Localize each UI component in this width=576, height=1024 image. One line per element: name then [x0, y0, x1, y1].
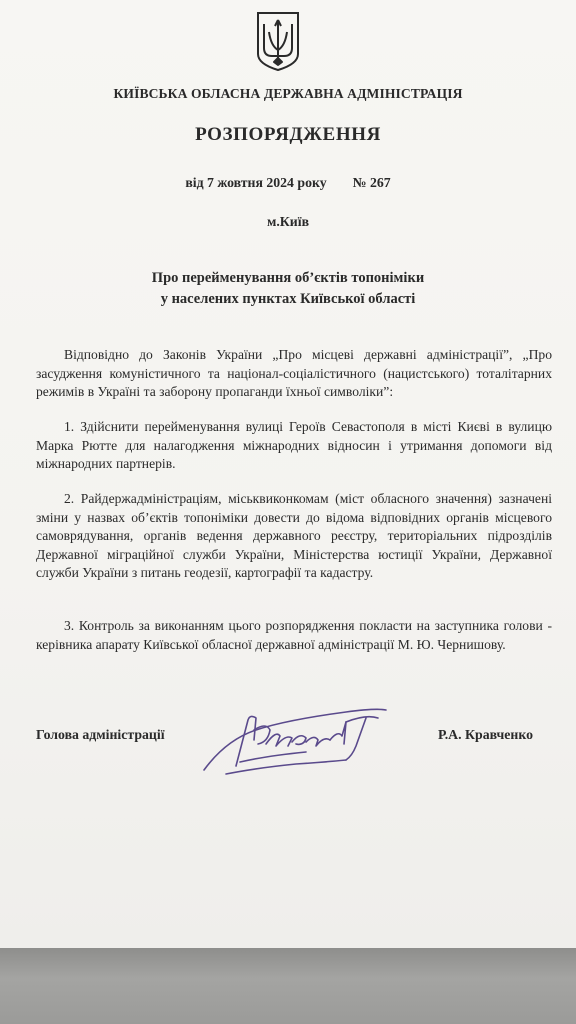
intro-paragraph: Відповідно до Законів України „Про місцеві державні адміністрації”, „Про засудження комуністичного та націонал-соціалістичного (нацистського) тоталітарних режимів в Україні та заборону пропаганди їхньої символіки”: — [36, 347, 552, 400]
subject-line-2: у населених пунктах Київської області — [160, 291, 416, 307]
item-1-paragraph: 1. Здійснити перейменування вулиці Героїв Севастополя в місті Києві в вулицю Марка Рютте для налагодження міжнародних відносин і утримання допомоги від міжнародних партнерів. — [36, 419, 552, 472]
subject-line-1: Про перейменування об’єктів топоніміки — [151, 270, 425, 286]
document-subject — [0, 268, 576, 310]
date-line — [0, 175, 576, 191]
signatory-position: Голова адміністрації — [36, 727, 165, 742]
document-city: м.Київ — [266, 214, 310, 229]
item-3-paragraph: 3. Контроль за виконанням цього розпорядження покласти на заступника голови - керівника апарату Київської обласної державної адміністрації М. Ю. Чернишову. — [36, 618, 552, 652]
document-type: РОЗПОРЯДЖЕННЯ — [195, 124, 381, 145]
background-surface — [0, 948, 576, 1024]
handwritten-signature — [196, 700, 396, 784]
trident-emblem-icon — [255, 10, 301, 72]
organization-title: КИЇВСЬКА ОБЛАСНА ДЕРЖАВНА АДМІНІСТРАЦІЯ — [113, 86, 463, 101]
item-2-paragraph: 2. Райдержадміністраціям, міськвиконкомам (міст обласного значення) зазначені зміни у назвах об’єктів топоніміки довести до відома відповідних органів місцевого самоврядування, органів ведення державного реєстру, територіальних підрозділів Державної міграційної служби України, Міністерства юстиції України, Державної служби України з питань геодезії, картографії та кадастру. — [36, 491, 552, 581]
signatory-name: Р.А. Кравченко — [438, 727, 534, 742]
document-number: № 267 — [352, 175, 391, 190]
document-date: від 7 жовтня 2024 року — [185, 175, 327, 190]
